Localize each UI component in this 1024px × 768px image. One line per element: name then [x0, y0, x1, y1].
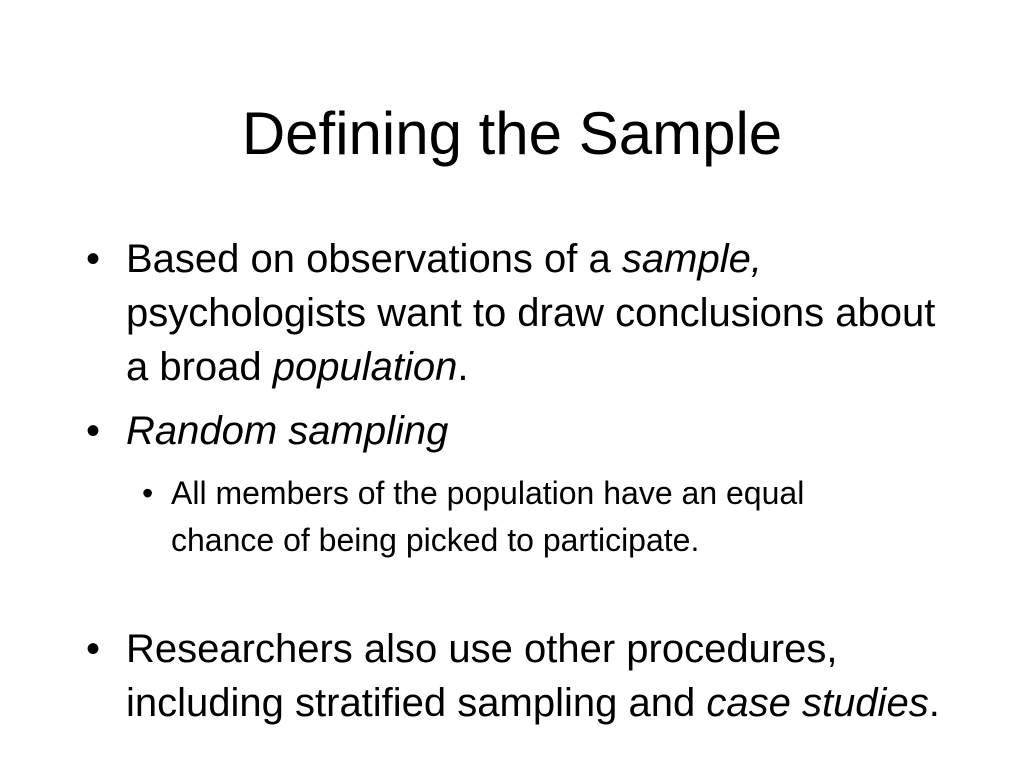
bullet-text — [126, 404, 956, 458]
bullet-icon: • — [86, 627, 101, 671]
bullet-text — [126, 622, 956, 730]
bullet-text — [126, 232, 956, 394]
sub-bullet-icon: • — [142, 475, 154, 511]
text-run: . — [928, 681, 940, 725]
text-run-italic: case studies — [706, 681, 929, 725]
bullet-icon: • — [86, 409, 101, 453]
text-run-italic: sample, — [621, 237, 762, 281]
text-run: . — [457, 345, 469, 389]
text-run: All members of the population have an equal chance of being picked to participate. — [171, 475, 805, 558]
text-run-italic: Random sampling — [126, 409, 449, 453]
text-run: psychologists want to draw conclusions about a broad — [126, 291, 936, 389]
slide-title: Defining the Sample — [241, 100, 783, 167]
sub-bullet-text — [171, 470, 891, 564]
text-run: Researchers also use other procedures, including stratified sampling and — [126, 627, 838, 725]
text-run: Based on observations of a — [126, 237, 622, 281]
bullet-icon: • — [86, 237, 101, 281]
text-run-italic: population — [272, 345, 458, 389]
